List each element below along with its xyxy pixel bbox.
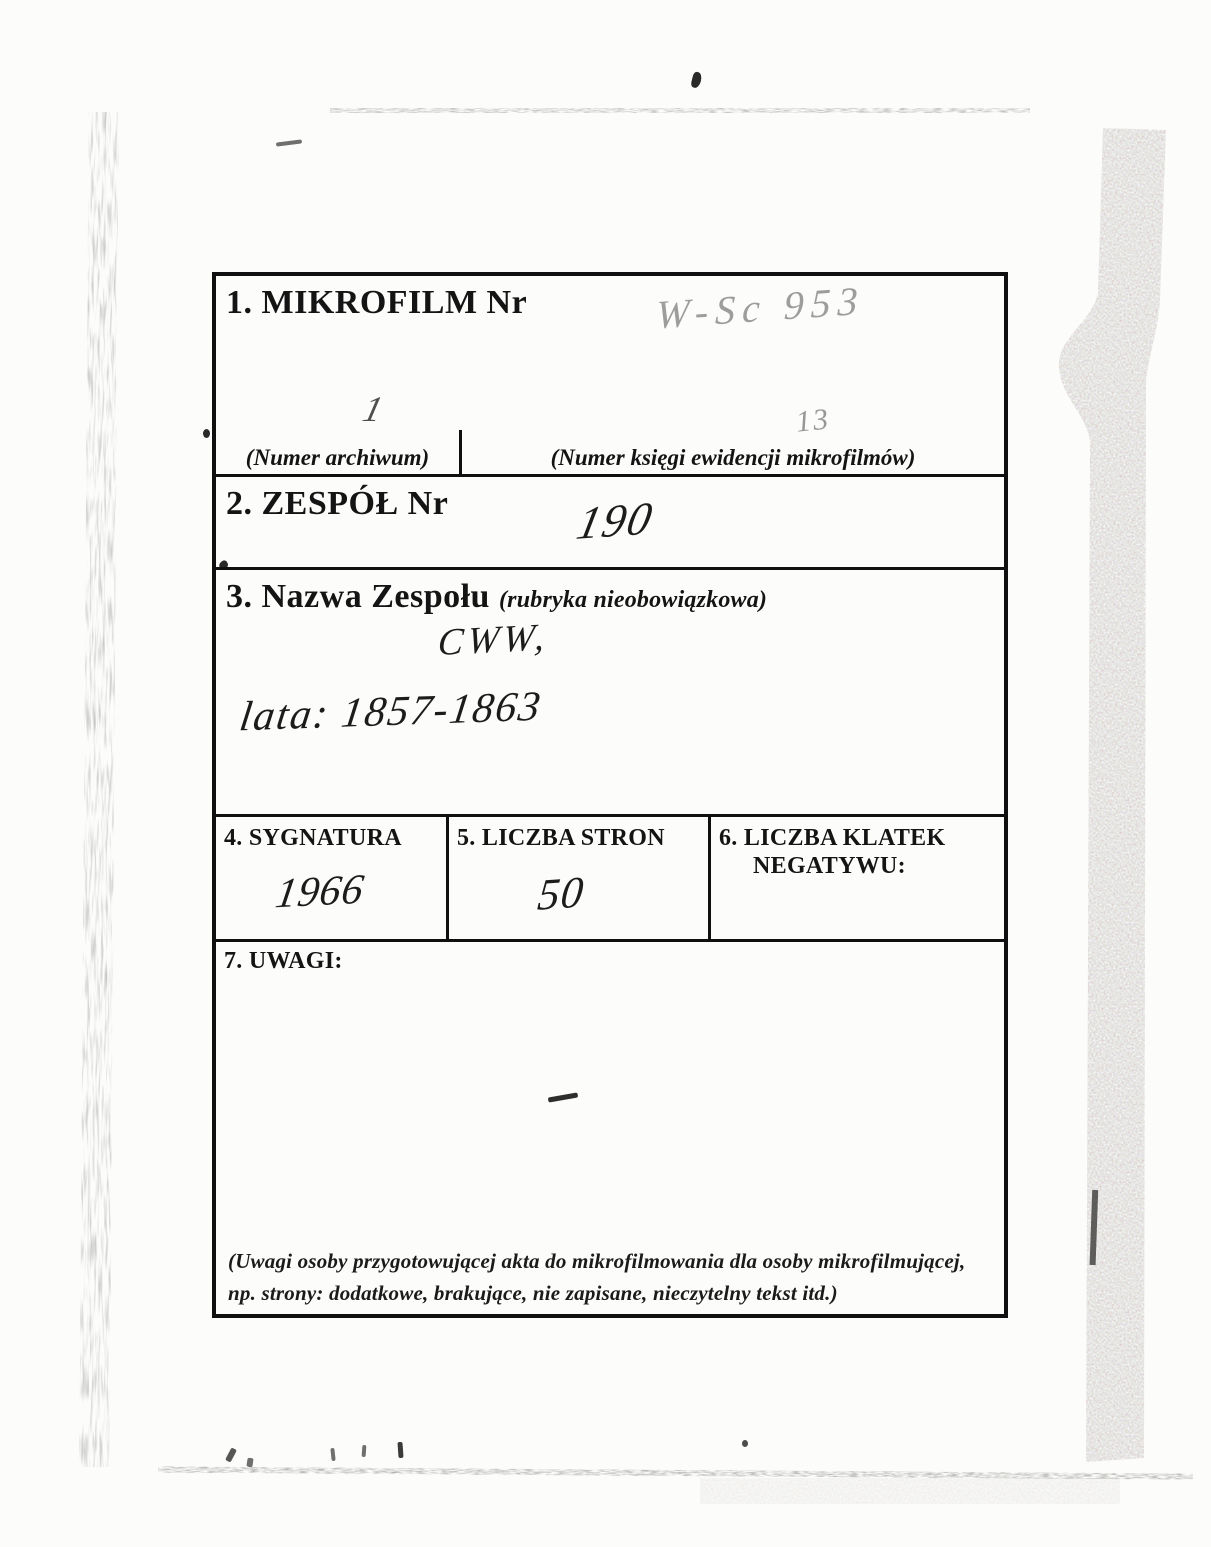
pencil-dash [276, 139, 302, 146]
section-mikrofilm [216, 284, 1004, 474]
handwritten-zespol-number: 190 [572, 491, 659, 550]
pencil-mark [225, 1447, 237, 1462]
handwritten-register-number: 13 [794, 402, 832, 439]
caption-numer-archiwum: (Numer archiwum) [245, 445, 430, 470]
liczba-stron-label: 5. LICZBA STRON [457, 825, 665, 851]
section-zespol-label: 2. ZESPÓŁ Nr [226, 485, 449, 522]
microfilm-form [212, 272, 1008, 1318]
pencil-mark [246, 1458, 253, 1468]
pencil-mark [397, 1442, 403, 1458]
top-faint-line [330, 108, 1030, 113]
caption-numer-ksiegi: (Numer księgi ewidencji mikrofilmów) [550, 445, 916, 470]
handwritten-liczba-stron: 50 [535, 867, 587, 920]
ink-speck [690, 71, 703, 89]
section-mikrofilm-label: 1. MIKROFILM Nr [226, 284, 528, 321]
ink-speck [203, 429, 210, 438]
pencil-mark [362, 1445, 367, 1457]
pencil-mark [330, 1448, 335, 1461]
left-scan-band [79, 112, 118, 1467]
section-nazwa-label: 3. Nazwa Zespołu (rubryka nieobowiązkowa) [226, 578, 768, 615]
cell-liczba-klatek [711, 817, 1004, 939]
section-uwagi [216, 939, 1004, 1322]
liczba-klatek-label: 6. LICZBA KLATEK NEGATYWU: [719, 825, 946, 879]
handwritten-archive-number: 1 [359, 389, 387, 429]
handwritten-mikrofilm-number: W-Sc 953 [655, 277, 866, 338]
sygnatura-label: 4. SYGNATURA [224, 825, 402, 851]
section-nazwa-note: (rubryka nieobowiązkowa) [498, 587, 768, 613]
handwritten-zespol-name: CWW, [436, 615, 551, 665]
caption-strip [216, 430, 1004, 474]
handwritten-years: lata: 1857-1863 [236, 683, 545, 741]
footer-note [228, 1245, 994, 1310]
bottom-faint-line [158, 1466, 1193, 1504]
pencil-mark [742, 1440, 748, 1447]
footer-note-line2: np. strony: dodatkowe, brakujące, nie zapisane, nieczytelny tekst itd.) [228, 1281, 838, 1306]
footer-note-line1: (Uwagi osoby przygotowującej akta do mikrofilmowania dla osoby mikrofilmującej, [228, 1248, 966, 1273]
right-scan-band [1059, 128, 1166, 1462]
uwagi-label: 7. UWAGI: [224, 948, 343, 974]
handwritten-sygnatura: 1966 [272, 866, 368, 918]
